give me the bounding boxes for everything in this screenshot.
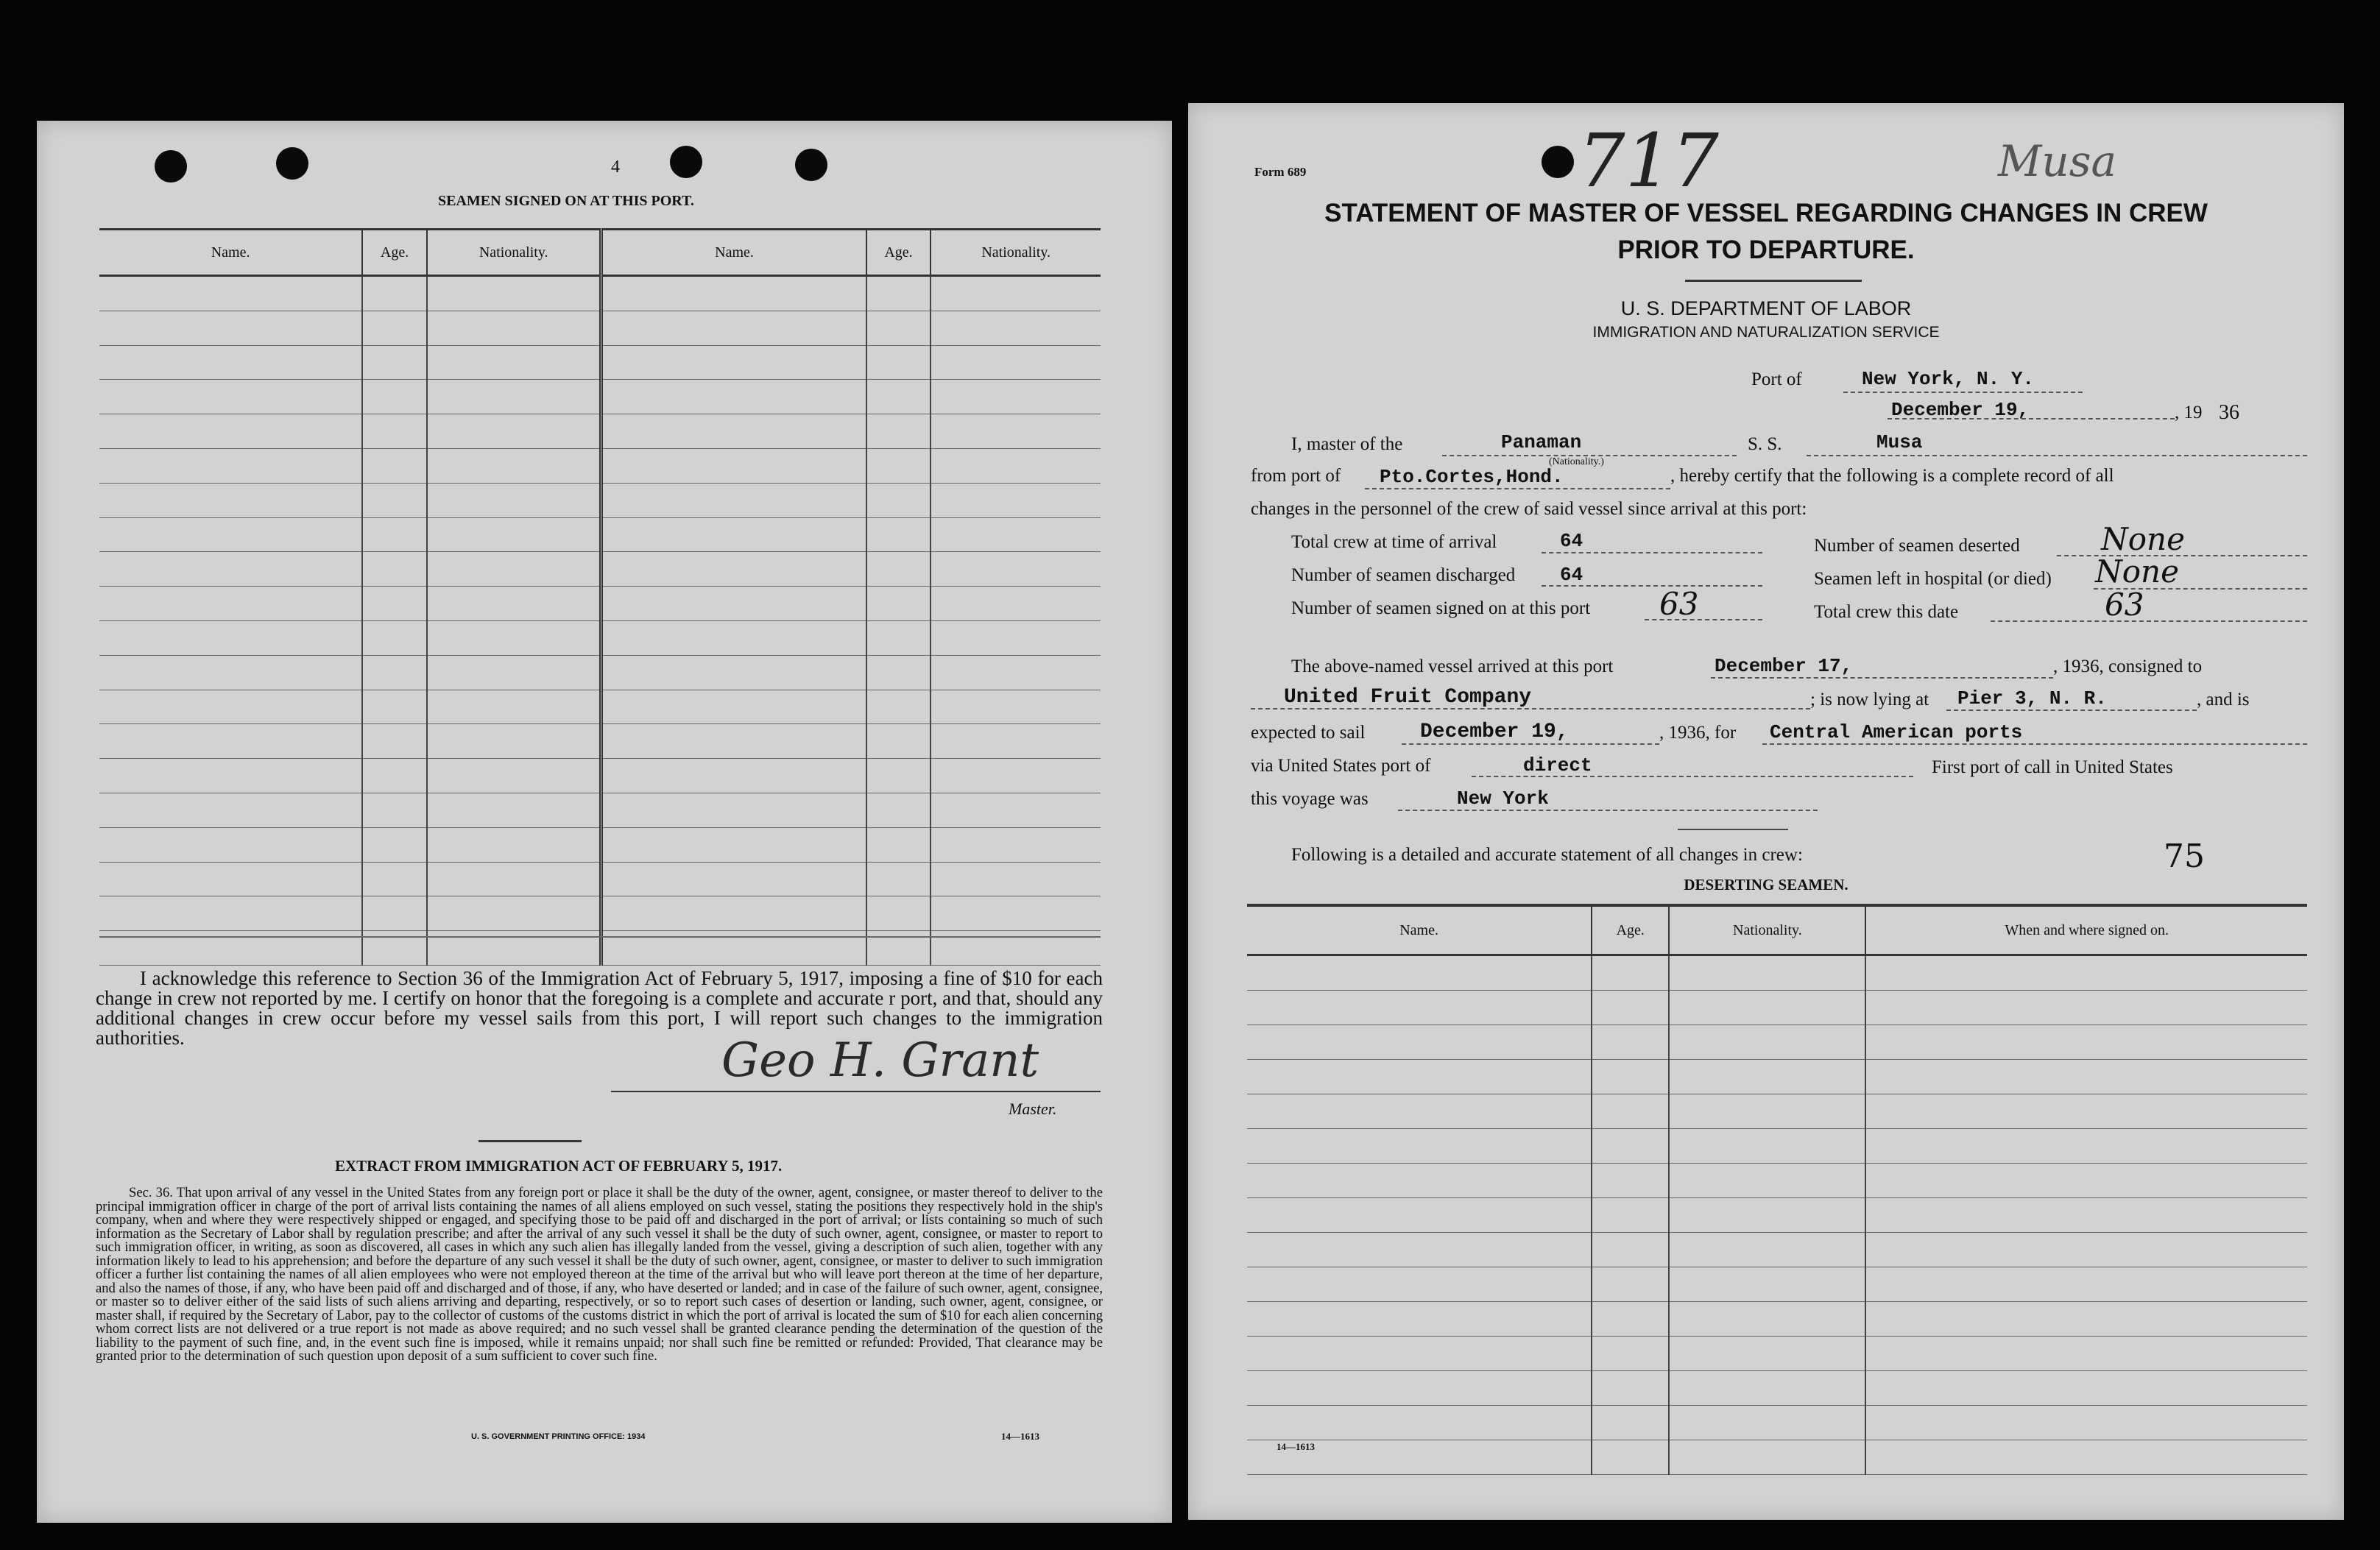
table-cell (1865, 1094, 2307, 1129)
table-cell (362, 620, 427, 655)
sail-year: , 1936, for (1659, 723, 1737, 743)
total-crew-date-label: Total crew this date (1814, 602, 1959, 622)
table-cell (427, 345, 601, 380)
table-cell (601, 311, 866, 345)
col-when-where: When and where signed on. (1865, 905, 2307, 955)
table-cell (931, 311, 1101, 345)
table-cell (99, 587, 362, 621)
table-cell (1865, 1164, 2307, 1198)
table-cell (866, 414, 931, 449)
table-cell (866, 276, 931, 311)
table-cell (866, 552, 931, 587)
first-port-label: First port of call in United States (1932, 757, 2173, 777)
table-cell (427, 587, 601, 621)
table-cell (1669, 1371, 1865, 1406)
department-name: U. S. DEPARTMENT OF LABOR (1620, 297, 1912, 319)
page-number: 4 (611, 158, 620, 177)
table-cell (866, 862, 931, 896)
col-age: Age. (1592, 905, 1669, 955)
table-cell (931, 448, 1101, 483)
deserted-label: Number of seamen deserted (1814, 536, 2020, 556)
year-prefix: , 19 (2175, 403, 2203, 422)
table-cell (99, 793, 362, 827)
table-cell (1247, 1302, 1592, 1337)
changes-text: changes in the personnel of the crew of said vessel since arrival at this port: (1251, 499, 1807, 519)
table-cell (427, 724, 601, 759)
table-cell (1592, 1406, 1669, 1440)
table-cell (1865, 1337, 2307, 1371)
and-is-text: , and is (2197, 690, 2250, 709)
table-cell (601, 276, 866, 311)
table-cell (866, 483, 931, 517)
table-cell (427, 759, 601, 793)
left-page (37, 121, 1172, 1523)
table-row (1247, 1060, 2307, 1094)
table-cell (1669, 1233, 1865, 1267)
form-code: 14—1613 (1276, 1441, 1315, 1452)
table-cell (931, 345, 1101, 380)
table-cell (427, 414, 601, 449)
table-cell (1247, 991, 1592, 1025)
table-cell (427, 827, 601, 862)
via-label: via United States port of (1251, 756, 1431, 776)
table-cell (866, 380, 931, 414)
handwritten-corner: Musa (1998, 136, 2117, 186)
deserted-value: None (2101, 521, 2185, 557)
table-cell (1865, 1267, 2307, 1302)
table-cell (601, 759, 866, 793)
punch-hole (155, 150, 187, 183)
total-crew-arrival-value: 64 (1560, 530, 1583, 552)
table-cell (1669, 1060, 1865, 1094)
table-cell (362, 414, 427, 449)
table-cell (1865, 1406, 2307, 1440)
table-cell (931, 759, 1101, 793)
table-cell (1247, 1025, 1592, 1060)
master-signature: Geo H. Grant (721, 1033, 1039, 1088)
table-row (1247, 1164, 2307, 1198)
table-row (1247, 1406, 2307, 1440)
table-cell (931, 620, 1101, 655)
table-cell (1247, 955, 1592, 991)
table-row (99, 552, 1101, 587)
table-cell (1669, 1406, 1865, 1440)
table-body (1247, 955, 2307, 1475)
nationality-value: Panaman (1501, 431, 1582, 453)
consignee-value: United Fruit Company (1284, 686, 1532, 709)
table-row (99, 311, 1101, 345)
table-cell (1592, 1302, 1669, 1337)
table-row (1247, 1025, 2307, 1060)
table-cell (931, 483, 1101, 517)
table-cell (931, 380, 1101, 414)
table-cell (1669, 955, 1865, 991)
table-cell (1669, 1198, 1865, 1233)
printer-footer: U. S. GOVERNMENT PRINTING OFFICE: 1934 (471, 1432, 646, 1441)
table-cell (362, 587, 427, 621)
table-row (99, 380, 1101, 414)
table-row (1247, 955, 2307, 991)
table-cell (362, 827, 427, 862)
port-label: Port of (1751, 369, 1802, 389)
table-cell (99, 655, 362, 690)
table-cell (1592, 1337, 1669, 1371)
table-cell (931, 896, 1101, 931)
table-cell (866, 690, 931, 724)
table-cell (601, 414, 866, 449)
table-cell (362, 311, 427, 345)
table-cell (1247, 1060, 1592, 1094)
right-page (1188, 103, 2344, 1520)
sail-label: expected to sail (1251, 723, 1366, 743)
form-title-line2: PRIOR TO DEPARTURE. (1617, 236, 1915, 264)
table-cell (931, 414, 1101, 449)
table-cell (601, 862, 866, 896)
from-port-value: Pto.Cortes,Hond. (1380, 466, 1564, 488)
table-cell (931, 276, 1101, 311)
year-suffix: 36 (2219, 401, 2239, 424)
table-cell (1865, 955, 2307, 991)
table-cell (362, 448, 427, 483)
total-crew-date-value: 63 (2105, 587, 2144, 623)
ss-label: S. S. (1748, 434, 1782, 454)
table-cell (1865, 1198, 2307, 1233)
hospital-value: None (2095, 553, 2179, 590)
table-cell (1247, 1129, 1592, 1164)
table-row (99, 690, 1101, 724)
extract-text: Sec. 36. That upon arrival of any vessel in the United States from any foreign port or place it shall be the duty of the owner, agent, consignee, or master thereof to deliver to the principal immigration officer in charge of the port of arrival lists containing the names of all aliens employed on such vessel, stating the positions they respectively hold in the ship's company, when and where they were respectively shipped or engaged, and specifying those to be paid off and discharged in the port of arrival; or lists containing so much of such information as the Secretary of Labor shall by regulation prescribe; and after the arrival of any such vessel it shall be the duty of such owner, agent, consignee, or master to report to such immigration officer, in writing, as soon as discovered, all cases in which any such alien has illegally landed from the vessel, giving a description of such alien, together with any information likely to lead to his apprehension; and before the departure of any such vessel it shall be the duty of such owner, agent, consignee, or master to deliver to such immigration officer a further list containing the names of all alien employees who were not employed thereon at the time of the arrival but who will leave port thereon at the time of her departure, and also the names of those, if any, who have been paid off and discharged and of those, if any, who have deserted or landed; and in case of the failure of such owner, agent, consignee, or master so to deliver either of the said lists of such aliens arriving and departing, respectively, or so to report such cases of desertion or landing, such owner, agent, consignee, or master shall, if required by the Secretary of Labor, pay to the collector of customs of the customs district in which the port of arrival is located the sum of $10 for each alien concerning whom correct lists are not delivered or a true report is not made as above required; and no such vessel shall be granted clearance pending the determination of the question of the liability to the payment of such fine, and, in the event such fine is imposed, while it remains unpaid; nor shall such fine be remitted or refunded: Provided, That clearance may be granted prior to the determination of such question upon deposit of a sum sufficient to cover such fine. (96, 1185, 1103, 1364)
table-cell (931, 793, 1101, 827)
table-row (99, 483, 1101, 517)
table-cell (601, 483, 866, 517)
hospital-label: Seamen left in hospital (or died) (1814, 569, 2052, 589)
deserting-seamen-table (1247, 904, 2307, 1475)
signed-on-label: Number of seamen signed on at this port (1291, 598, 1591, 618)
table-body (99, 276, 1101, 966)
table-cell (1669, 991, 1865, 1025)
col-name: Name. (601, 230, 866, 276)
table-cell (427, 276, 601, 311)
table-row (1247, 1302, 2307, 1337)
handwritten-count: 75 (2164, 838, 2205, 875)
master-label: I, master of the (1291, 434, 1403, 454)
table-cell (362, 690, 427, 724)
table-cell (99, 690, 362, 724)
signature-label: Master. (1009, 1100, 1057, 1118)
table-row (1247, 1267, 2307, 1302)
table-cell (362, 862, 427, 896)
acknowledgement-text: I acknowledge this reference to Section 36 of the Immigration Act of February 5, 1917, imposing a fine of $10 for each change in crew not reported by me. I certify on honor that the foregoing is a complete and accurate r port, and that, should any additional changes in crew occur before my vessel sails from this port, I will report such changes to the immigration authorities. (96, 967, 1103, 1049)
table-cell (866, 896, 931, 931)
table-cell (1669, 1164, 1865, 1198)
table-cell (1669, 1129, 1865, 1164)
signed-on-value: 63 (1659, 586, 1699, 622)
table-cell (99, 724, 362, 759)
table-cell (99, 896, 362, 931)
table-cell (99, 517, 362, 552)
table-cell (601, 724, 866, 759)
table-cell (866, 793, 931, 827)
form-code: 14—1613 (1001, 1431, 1039, 1442)
table-cell (362, 345, 427, 380)
date-value: December 19, (1891, 399, 2030, 421)
form-label: Form 689 (1254, 165, 1307, 179)
table-cell (1865, 1060, 2307, 1094)
table-cell (1865, 1025, 2307, 1060)
table-cell (427, 862, 601, 896)
table-row (1247, 1440, 2307, 1475)
table-cell (1669, 1302, 1865, 1337)
table-cell (866, 448, 931, 483)
total-crew-arrival-label: Total crew at time of arrival (1291, 532, 1497, 552)
table-row (1247, 1371, 2307, 1406)
table-cell (1669, 1440, 1865, 1475)
table-cell (1865, 1233, 2307, 1267)
table-row (99, 276, 1101, 311)
table-cell (1865, 1302, 2307, 1337)
section-title: SEAMEN SIGNED ON AT THIS PORT. (438, 193, 694, 209)
port-value: New York, N. Y. (1862, 368, 2035, 390)
table-cell (1592, 991, 1669, 1025)
table-cell (1865, 1371, 2307, 1406)
table-cell (866, 759, 931, 793)
table-row (99, 448, 1101, 483)
form-title-line1: STATEMENT OF MASTER OF VESSEL REGARDING CHANGES IN CREW (1324, 199, 2208, 227)
sail-value: December 19, (1420, 721, 1569, 743)
table-cell (99, 862, 362, 896)
via-value: direct (1523, 754, 1592, 776)
table-cell (99, 620, 362, 655)
table-cell (1592, 1129, 1669, 1164)
table-cell (99, 552, 362, 587)
table-cell (866, 311, 931, 345)
table-cell (1669, 1094, 1865, 1129)
from-port-label: from port of (1251, 466, 1341, 486)
lying-label: ; is now lying at (1810, 690, 1929, 709)
arrived-value: December 17, (1715, 655, 1853, 677)
table-row (1247, 1337, 2307, 1371)
table-cell (427, 655, 601, 690)
table-cell (99, 827, 362, 862)
certify-text: , hereby certify that the following is a complete record of all (1670, 466, 2114, 486)
table-cell (427, 483, 601, 517)
table-cell (1669, 1337, 1865, 1371)
table-cell (1592, 1060, 1669, 1094)
table-cell (1592, 1371, 1669, 1406)
table-cell (601, 380, 866, 414)
following-text: Following is a detailed and accurate statement of all changes in crew: (1291, 845, 1803, 865)
table-cell (1592, 955, 1669, 991)
table-row (99, 655, 1101, 690)
table-cell (1592, 1094, 1669, 1129)
table-cell (1592, 1267, 1669, 1302)
table-cell (1247, 1406, 1592, 1440)
table-row (99, 793, 1101, 827)
table-cell (1592, 1440, 1669, 1475)
table-cell (1592, 1025, 1669, 1060)
table-cell (362, 552, 427, 587)
table-row (99, 724, 1101, 759)
table-cell (1247, 1198, 1592, 1233)
table-row (99, 517, 1101, 552)
col-nationality: Nationality. (931, 230, 1101, 276)
table-cell (601, 827, 866, 862)
punch-hole (276, 147, 308, 180)
table-cell (1865, 1440, 2307, 1475)
table-cell (99, 276, 362, 311)
table-row (1247, 991, 2307, 1025)
table-row (1247, 1094, 2307, 1129)
discharged-label: Number of seamen discharged (1291, 565, 1516, 585)
table-cell (427, 793, 601, 827)
ship-value: Musa (1876, 431, 1923, 453)
table-cell (1592, 1198, 1669, 1233)
table-cell (931, 862, 1101, 896)
table-cell (99, 380, 362, 414)
table-cell (601, 896, 866, 931)
table-cell (1669, 1267, 1865, 1302)
table-cell (99, 345, 362, 380)
table-cell (99, 414, 362, 449)
seamen-signed-table (99, 228, 1101, 966)
table-cell (931, 655, 1101, 690)
table-cell (601, 552, 866, 587)
table-cell (601, 448, 866, 483)
table-cell (427, 620, 601, 655)
table-cell (931, 552, 1101, 587)
table-cell (1247, 1164, 1592, 1198)
col-age: Age. (362, 230, 427, 276)
handwritten-number: 717 (1578, 118, 1719, 204)
table-row (99, 827, 1101, 862)
service-name: IMMIGRATION AND NATURALIZATION SERVICE (1592, 324, 1940, 341)
table-cell (362, 896, 427, 931)
col-nationality: Nationality. (427, 230, 601, 276)
table-row (99, 620, 1101, 655)
table-cell (866, 345, 931, 380)
table-cell (362, 276, 427, 311)
punch-hole (795, 149, 827, 181)
table-cell (931, 690, 1101, 724)
table-cell (1592, 1233, 1669, 1267)
table-cell (427, 517, 601, 552)
col-age: Age. (866, 230, 931, 276)
col-name: Name. (1247, 905, 1592, 955)
table-cell (1592, 1164, 1669, 1198)
table-row (99, 896, 1101, 931)
extract-title: EXTRACT FROM IMMIGRATION ACT OF FEBRUARY 5, 1917. (335, 1157, 783, 1175)
table-cell (601, 345, 866, 380)
table-cell (99, 483, 362, 517)
table-cell (1247, 1371, 1592, 1406)
table-cell (1865, 1129, 2307, 1164)
table-cell (427, 380, 601, 414)
lying-value: Pier 3, N. R. (1957, 687, 2107, 709)
arrived-label: The above-named vessel arrived at this port (1291, 657, 1614, 676)
table-cell (1669, 1025, 1865, 1060)
table-cell (427, 896, 601, 931)
table-row (1247, 1233, 2307, 1267)
table-row (1247, 1129, 2307, 1164)
table-cell (866, 827, 931, 862)
table-row (99, 414, 1101, 449)
destination-value: Central American ports (1770, 721, 2023, 743)
voyage-label: this voyage was (1251, 789, 1369, 809)
table-cell (601, 690, 866, 724)
table-cell (601, 793, 866, 827)
table-cell (931, 517, 1101, 552)
table-cell (99, 311, 362, 345)
arrived-year: , 1936, consigned to (2053, 657, 2203, 676)
col-name: Name. (99, 230, 362, 276)
table-cell (866, 620, 931, 655)
table-cell (362, 793, 427, 827)
table-cell (427, 690, 601, 724)
col-nationality: Nationality. (1669, 905, 1865, 955)
nationality-caption: (Nationality.) (1549, 456, 1604, 467)
table-cell (1247, 1267, 1592, 1302)
table-cell (866, 517, 931, 552)
table-row (99, 862, 1101, 896)
table-cell (362, 655, 427, 690)
punch-hole (1542, 146, 1574, 178)
table-cell (427, 311, 601, 345)
table-cell (362, 724, 427, 759)
table-cell (362, 380, 427, 414)
table-row (99, 587, 1101, 621)
table-cell (866, 724, 931, 759)
table-cell (99, 759, 362, 793)
table-cell (931, 827, 1101, 862)
table-cell (866, 655, 931, 690)
table-cell (1247, 1233, 1592, 1267)
table-cell (362, 483, 427, 517)
table-row (99, 759, 1101, 793)
table-cell (601, 587, 866, 621)
table-cell (931, 587, 1101, 621)
table-cell (601, 517, 866, 552)
table-cell (931, 724, 1101, 759)
table-cell (601, 655, 866, 690)
voyage-value: New York (1457, 788, 1549, 810)
table-cell (362, 759, 427, 793)
table-cell (427, 552, 601, 587)
deserting-title: DESERTING SEAMEN. (1684, 876, 1848, 893)
table-row (99, 345, 1101, 380)
table-cell (1247, 1094, 1592, 1129)
table-cell (601, 620, 866, 655)
table-cell (1865, 991, 2307, 1025)
punch-hole (670, 146, 702, 178)
table-cell (427, 448, 601, 483)
table-cell (362, 517, 427, 552)
discharged-value: 64 (1560, 564, 1583, 586)
table-cell (1247, 1337, 1592, 1371)
table-cell (99, 448, 362, 483)
table-cell (866, 587, 931, 621)
table-row (1247, 1198, 2307, 1233)
